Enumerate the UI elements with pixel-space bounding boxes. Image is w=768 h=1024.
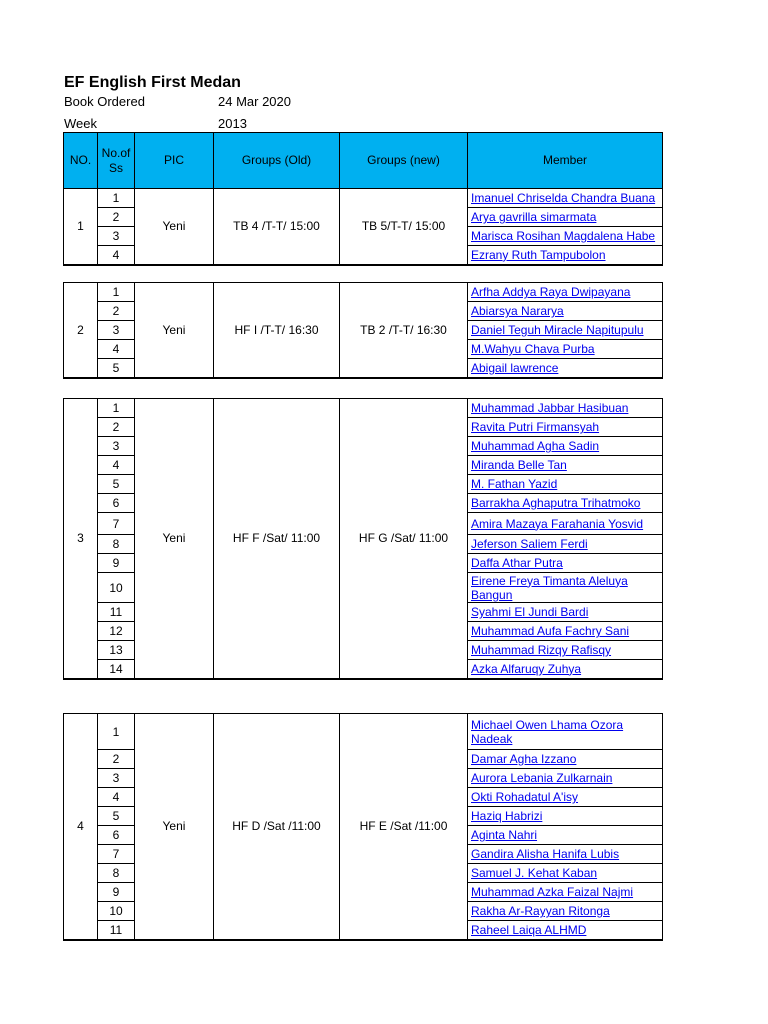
student-index: 3 (98, 769, 135, 788)
member-link[interactable]: Aurora Lebania Zulkarnain (471, 771, 613, 785)
student-index: 5 (98, 475, 135, 494)
member-cell (468, 456, 663, 475)
member-link[interactable]: Rakha Ar-Rayyan Ritonga (471, 904, 610, 918)
member-link[interactable]: Okti Rohadatul A'isy (471, 790, 579, 804)
member-cell (468, 845, 663, 864)
group-new-cell: HF G /Sat/ 11:00 (340, 399, 468, 679)
group-old-cell: HF I /T-T/ 16:30 (214, 283, 340, 378)
member-cell (468, 494, 663, 513)
student-index: 9 (98, 554, 135, 573)
student-index: 14 (98, 660, 135, 679)
member-cell (468, 921, 663, 940)
header-groups-old: Groups (Old) (214, 133, 340, 189)
student-index: 11 (98, 921, 135, 940)
student-index: 7 (98, 845, 135, 864)
student-index: 2 (98, 418, 135, 437)
group-table-2 (63, 282, 663, 379)
group-old-cell: HF F /Sat/ 11:00 (214, 399, 340, 679)
member-cell (468, 246, 663, 265)
member-link[interactable]: Michael Owen Lhama Ozora Nadeak (471, 717, 624, 746)
header-member: Member (468, 133, 663, 189)
header-no: NO. (64, 133, 98, 189)
member-link[interactable]: Azka Alfaruqy Zuhya (471, 661, 582, 676)
member-cell (468, 573, 663, 603)
member-link[interactable]: Miranda Belle Tan (471, 458, 567, 472)
member-cell (468, 883, 663, 902)
group-old-cell: HF D /Sat /11:00 (214, 714, 340, 940)
sheet-title: EF English First Medan (64, 74, 241, 91)
member-cell (468, 302, 663, 321)
pic-cell: Yeni (135, 399, 214, 679)
member-link[interactable]: Haziq Habrizi (471, 809, 543, 823)
member-cell (468, 227, 663, 246)
member-cell (468, 340, 663, 359)
member-cell (468, 769, 663, 788)
group-number: 1 (64, 189, 98, 265)
student-index: 11 (98, 603, 135, 622)
member-cell (468, 864, 663, 883)
book-ordered-label: Book Ordered (64, 94, 145, 109)
group-table-1 (63, 132, 663, 266)
member-cell (468, 535, 663, 554)
member-cell (468, 622, 663, 641)
student-index: 12 (98, 622, 135, 641)
member-link[interactable]: Imanuel Chriselda Chandra Buana (471, 191, 656, 205)
member-link[interactable]: Marisca Rosihan Magdalena Habe (471, 229, 656, 243)
pic-cell: Yeni (135, 283, 214, 378)
member-link[interactable]: Arfha Addya Raya Dwipayana (471, 285, 631, 299)
pic-cell: Yeni (135, 189, 214, 265)
student-index: 2 (98, 302, 135, 321)
group-table-3 (63, 398, 663, 680)
student-index: 13 (98, 641, 135, 660)
student-index: 9 (98, 883, 135, 902)
pic-cell: Yeni (135, 714, 214, 940)
member-link[interactable]: Muhammad Azka Faizal Najmi (471, 885, 634, 899)
member-cell (468, 750, 663, 769)
student-index: 2 (98, 750, 135, 769)
member-cell (468, 641, 663, 660)
student-index: 4 (98, 788, 135, 807)
member-cell (468, 603, 663, 622)
member-link[interactable]: Abigail lawrence (471, 360, 559, 375)
group-new-cell: TB 5/T-T/ 15:00 (340, 189, 468, 265)
member-link[interactable]: M. Fathan Yazid (471, 477, 558, 491)
member-link[interactable]: Damar Agha Izzano (471, 752, 577, 766)
student-index: 5 (98, 359, 135, 378)
member-cell (468, 189, 663, 208)
book-ordered-value: 24 Mar 2020 (218, 94, 291, 109)
member-cell (468, 475, 663, 494)
member-link[interactable]: Ezrany Ruth Tampubolon (471, 247, 606, 262)
student-index: 1 (98, 714, 135, 750)
member-link[interactable]: Aginta Nahri (471, 828, 538, 842)
member-link[interactable]: Ravita Putri Firmansyah (471, 420, 600, 434)
member-link[interactable]: Jeferson Saliem Ferdi (471, 537, 588, 551)
member-cell (468, 714, 663, 750)
member-link[interactable]: Daniel Teguh Miracle Napitupulu (471, 323, 644, 337)
student-index: 2 (98, 208, 135, 227)
student-index: 8 (98, 535, 135, 554)
student-index: 1 (98, 399, 135, 418)
member-cell (468, 399, 663, 418)
group-table-4 (63, 713, 663, 941)
student-index: 6 (98, 826, 135, 845)
group-number: 4 (64, 714, 98, 940)
member-cell (468, 208, 663, 227)
header-row (64, 133, 663, 189)
member-link[interactable]: Barrakha Aghaputra Trihatmoko (471, 496, 641, 510)
member-link[interactable]: M.Wahyu Chava Purba (471, 342, 595, 356)
student-index: 10 (98, 573, 135, 603)
member-cell (468, 418, 663, 437)
member-cell (468, 902, 663, 921)
student-index: 3 (98, 437, 135, 456)
student-index: 1 (98, 283, 135, 302)
week-label: Week (64, 116, 97, 131)
member-cell (468, 807, 663, 826)
group-new-cell: TB 2 /T-T/ 16:30 (340, 283, 468, 378)
member-cell (468, 321, 663, 340)
member-link[interactable]: Syahmi El Jundi Bardi (471, 605, 589, 619)
group-number: 3 (64, 399, 98, 679)
header-pic: PIC (135, 133, 214, 189)
member-link[interactable]: Daffa Athar Putra (471, 556, 563, 570)
student-index: 4 (98, 246, 135, 265)
member-cell (468, 826, 663, 845)
member-link[interactable]: Muhammad Rizqy Rafisqy (471, 643, 612, 657)
week-value: 2013 (218, 116, 247, 131)
table-row (64, 714, 663, 750)
member-link[interactable]: Muhammad Agha Sadin (471, 439, 600, 453)
member-cell (468, 513, 663, 535)
student-index: 3 (98, 321, 135, 340)
group-new-cell: HF E /Sat /11:00 (340, 714, 468, 940)
member-link[interactable]: Arya gavrilla simarmata (471, 210, 597, 224)
member-link[interactable]: Abiarsya Nararya (471, 304, 564, 318)
member-link[interactable]: Raheel Laiqa ALHMD (471, 922, 587, 937)
member-cell (468, 554, 663, 573)
header-no-of-ss: No.of Ss (98, 133, 135, 189)
student-index: 10 (98, 902, 135, 921)
member-link[interactable]: Gandira Alisha Hanifa Lubis (471, 847, 620, 861)
student-index: 6 (98, 494, 135, 513)
member-cell (468, 283, 663, 302)
student-index: 1 (98, 189, 135, 208)
member-cell (468, 359, 663, 378)
member-link[interactable]: Muhammad Aufa Fachry Sani (471, 624, 630, 638)
table-row (64, 283, 663, 302)
group-old-cell: TB 4 /T-T/ 15:00 (214, 189, 340, 265)
student-index: 7 (98, 513, 135, 535)
header-groups-new: Groups (new) (340, 133, 468, 189)
member-link[interactable]: Amira Mazaya Farahania Yosvid (471, 516, 644, 531)
member-cell (468, 660, 663, 679)
table-row (64, 399, 663, 418)
member-cell (468, 437, 663, 456)
student-index: 4 (98, 340, 135, 359)
member-link[interactable]: Samuel J. Kehat Kaban (471, 866, 598, 880)
student-index: 3 (98, 227, 135, 246)
group-number: 2 (64, 283, 98, 378)
member-link[interactable]: Muhammad Jabbar Hasibuan (471, 401, 629, 415)
member-cell (468, 788, 663, 807)
student-index: 5 (98, 807, 135, 826)
student-index: 4 (98, 456, 135, 475)
member-link[interactable]: Eirene Freya Timanta Aleluya Bangun (471, 573, 628, 602)
table-row (64, 189, 663, 208)
student-index: 8 (98, 864, 135, 883)
